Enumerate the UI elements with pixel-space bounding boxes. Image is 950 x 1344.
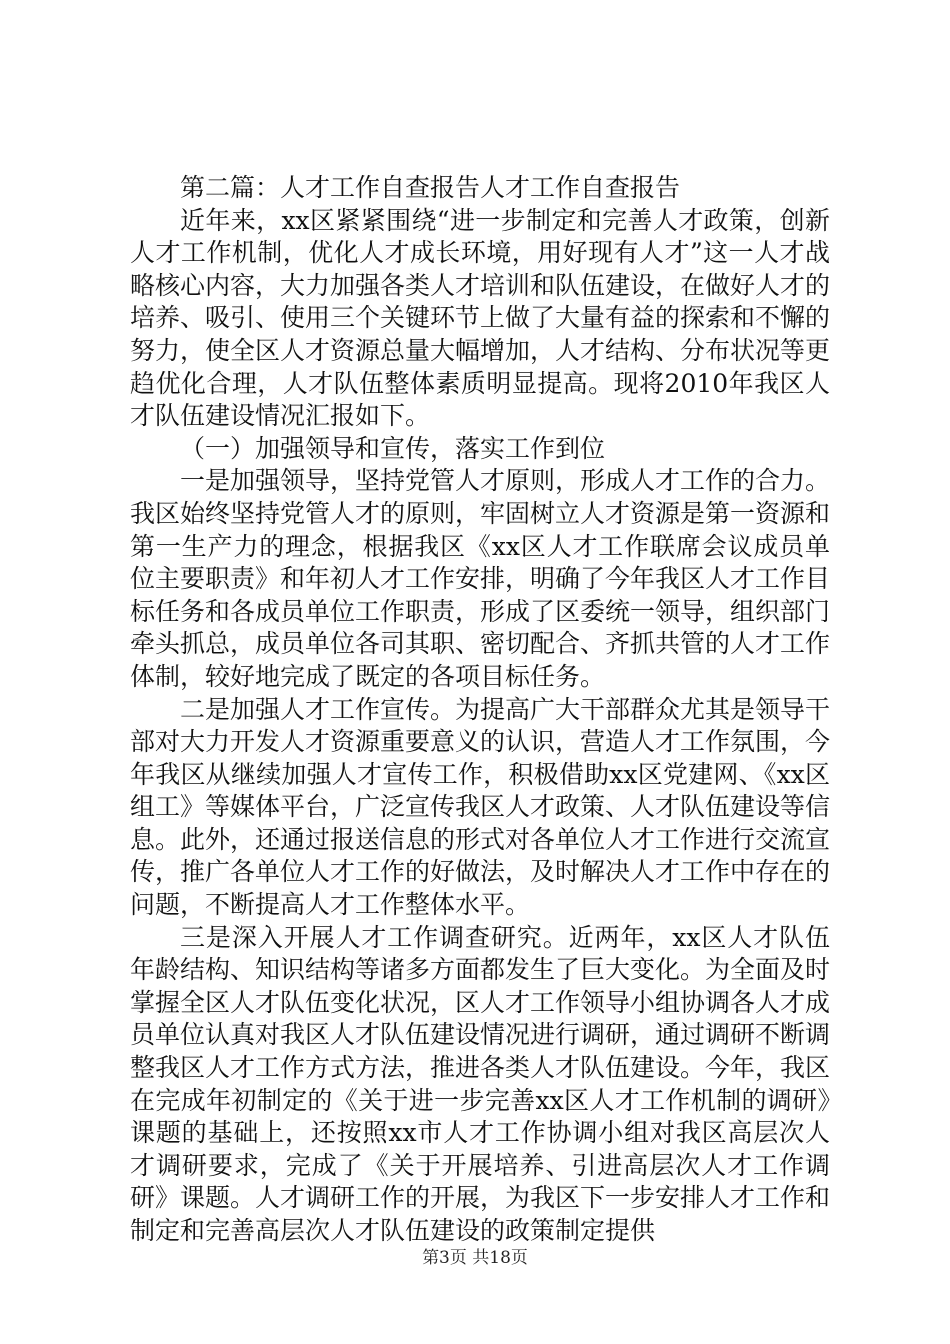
- document-title: 第二篇：人才工作自查报告人才工作自查报告: [180, 173, 681, 202]
- page-number-footer: 第3页 共18页: [422, 1248, 528, 1268]
- document-body: [130, 172, 830, 1248]
- paragraph-leadership: 一是加强领导，坚持党管人才原则，形成人才工作的合力。我区始终坚持党管人才的原则，牢固树立人才资源是第一资源和第一生产力的理念，根据我区《xx区人才工作联席会议成员单位主要职责》和年初人才工作安排，明确了今年我区人才工作目标任务和各成员单位工作职责，形成了区委统一领导，组织部门牵头抓总，成员单位各司其职、密切配合、齐抓共管的人才工作体制，较好地完成了既定的各项目标任务。: [130, 466, 831, 691]
- paragraph-publicity: 二是加强人才工作宣传。为提高广大干部群众尤其是领导干部对大力开发人才资源重要意义的认识，营造人才工作氛围，今年我区从继续加强人才宣传工作，积极借助xx区党建网、《xx区组工》等媒体平台，广泛宣传我区人才政策、人才队伍建设等信息。此外，还通过报送信息的形式对各单位人才工作进行交流宣传，推广各单位人才工作的好做法，及时解决人才工作中存在的问题，不断提高人才工作整体水平。: [130, 694, 831, 920]
- paragraph-research: 三是深入开展人才工作调查研究。近两年，xx区人才队伍年龄结构、知识结构等诸多方面都发生了巨大变化。为全面及时掌握全区人才队伍变化状况，区人才工作领导小组协调各人才成员单位认真对我区人才队伍建设情况进行调研，通过调研不断调整我区人才工作方式方法，推进各类人才队伍建设。今年，我区在完成年初制定的《关于进一步完善xx区人才工作机制的调研》课题的基础上，还按照xx市人才工作协调小组对我区高层次人才调研要求，完成了《关于开展培养、引进高层次人才工作调研》课题。人才调研工作的开展，为我区下一步安排人才工作和制定和完善高层次人才队伍建设的政策制定提供: [130, 922, 831, 1245]
- section-heading: （一）加强领导和宣传，落实工作到位: [180, 433, 606, 463]
- paragraph-intro: 近年来，xx区紧紧围绕“进一步制定和完善人才政策，创新人才工作机制，优化人才成长环境，用好现有人才”这一人才战略核心内容，大力加强各类人才培训和队伍建设，在做好人才的培养、吸引、使用三个关键环节上做了大量有益的探索和不懈的努力，使全区人才资源总量大幅增加，人才结构、分布状况等更趋优化合理，人才队伍整体素质明显提高。现将2010年我区人才队伍建设情况汇报如下。: [130, 205, 831, 431]
